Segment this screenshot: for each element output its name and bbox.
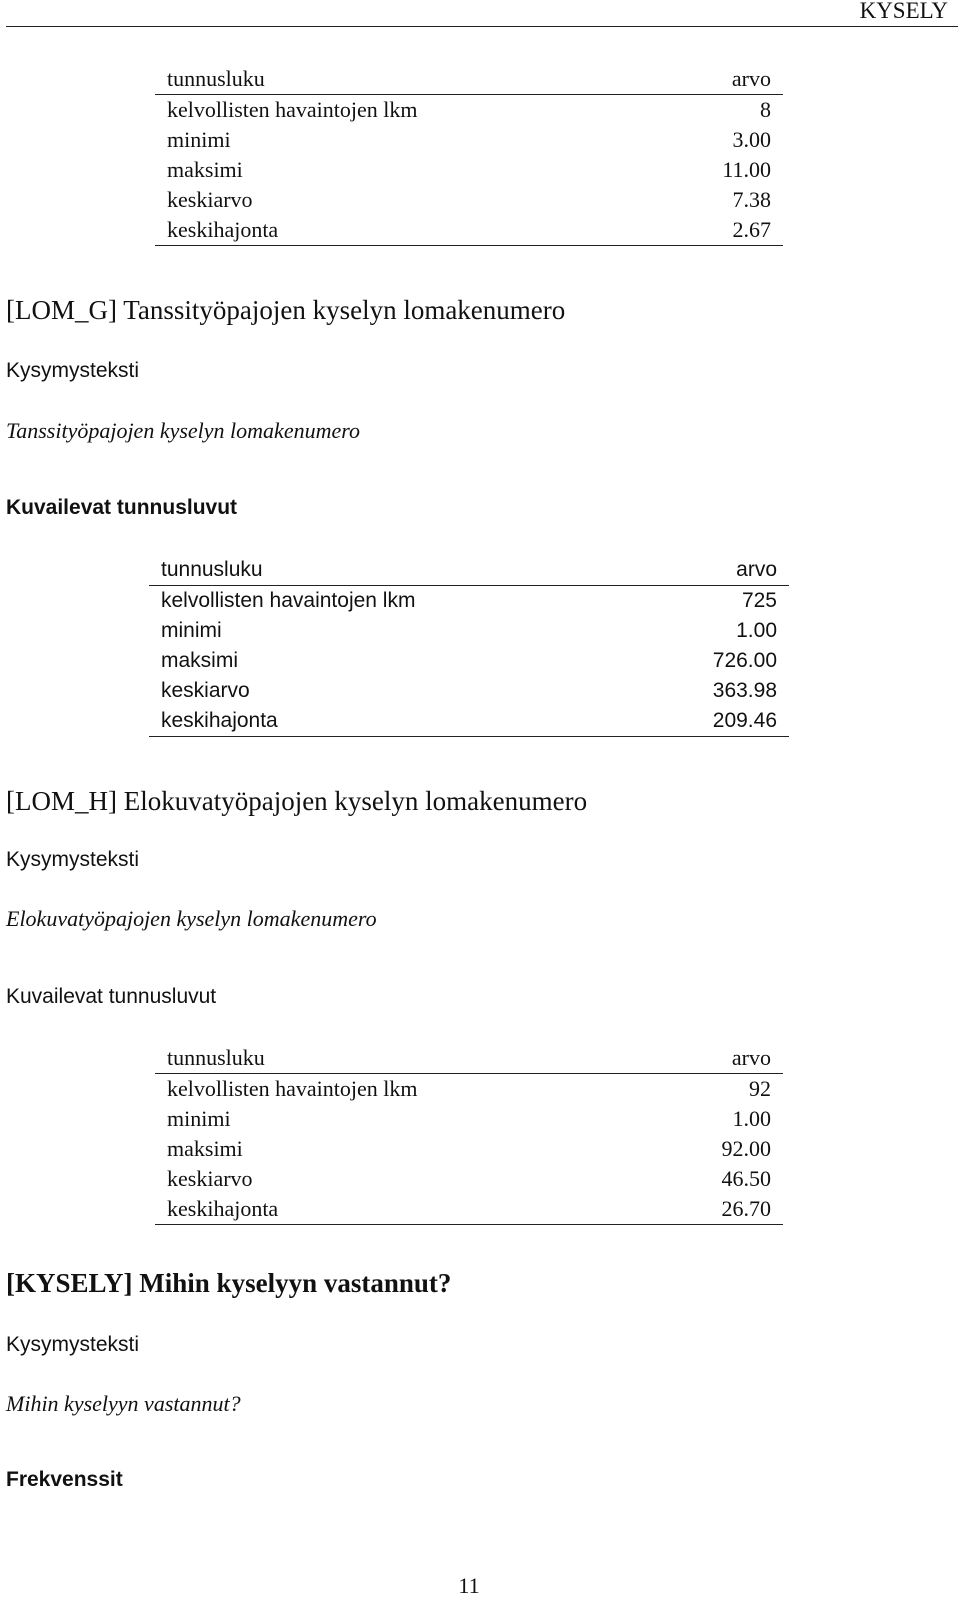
column-header-arvo: arvo (650, 1043, 783, 1074)
stat-label: minimi (167, 127, 231, 152)
stat-value: 11.00 (722, 157, 771, 182)
stat-label: keskiarvo (167, 1166, 253, 1191)
stat-label: keskiarvo (167, 187, 253, 212)
question-text-kysely: Mihin kyselyyn vastannut? (6, 1391, 241, 1416)
stat-value: 2.67 (652, 215, 783, 246)
stat-value: 209.46 (635, 706, 789, 737)
table-row (149, 706, 789, 737)
stat-label: maksimi (167, 157, 243, 182)
table-row (155, 1194, 783, 1225)
column-header-tunnusluku: tunnusluku (155, 64, 652, 95)
stat-label: maksimi (161, 649, 238, 672)
table-row (155, 215, 783, 246)
stat-label: kelvollisten havaintojen lkm (167, 1076, 418, 1101)
table-row (155, 1104, 783, 1134)
column-header-arvo: arvo (635, 555, 789, 586)
stat-label: keskihajonta (155, 1194, 650, 1225)
column-header-arvo: arvo (652, 64, 783, 95)
page-number: 11 (458, 1573, 480, 1598)
question-heading-lom-h: Kysymysteksti (6, 848, 140, 871)
running-header: KYSELY (859, 0, 948, 23)
question-text-lom-h: Elokuvatyöpajojen kyselyn lomakenumero (6, 906, 377, 931)
stat-value: 725 (741, 589, 777, 612)
stat-value: 1.00 (736, 619, 777, 642)
stat-value: 46.50 (721, 1166, 771, 1191)
question-heading-kysely: Kysymysteksti (6, 1333, 140, 1356)
stat-label: minimi (161, 619, 222, 642)
stat-value: 7.38 (732, 187, 771, 212)
section-title-lom-g: [LOM_G] Tanssityöpajojen kyselyn lomakenumero (6, 295, 566, 325)
table-row (149, 646, 789, 676)
table-row (155, 95, 783, 126)
stat-value: 92 (749, 1076, 771, 1101)
stat-value: 363.98 (712, 679, 777, 702)
stat-value: 8 (760, 97, 771, 122)
stat-label: minimi (167, 1106, 231, 1131)
table-header-row (155, 1043, 783, 1074)
stats-heading-lom-h: Kuvailevat tunnusluvut (6, 985, 217, 1008)
section-title-lom-h: [LOM_H] Elokuvatyöpajojen kyselyn lomakenumero (6, 786, 588, 816)
table-row (155, 1134, 783, 1164)
table-row (155, 1164, 783, 1194)
table-header-row (155, 64, 783, 95)
stat-label: kelvollisten havaintojen lkm (161, 589, 416, 612)
table-row (155, 1074, 783, 1105)
stats-table-lom-f (155, 64, 783, 246)
stat-label: maksimi (167, 1136, 243, 1161)
table-row (155, 155, 783, 185)
column-header-tunnusluku: tunnusluku (155, 1043, 650, 1074)
header-rule (6, 26, 958, 27)
stat-label: keskiarvo (161, 679, 250, 702)
column-header-tunnusluku: tunnusluku (149, 555, 635, 586)
stat-value: 92.00 (721, 1136, 771, 1161)
table-row (149, 586, 789, 617)
question-text-lom-g: Tanssityöpajojen kyselyn lomakenumero (6, 418, 360, 443)
stat-value: 26.70 (650, 1194, 783, 1225)
section-title-kysely: [KYSELY] Mihin kyselyyn vastannut? (6, 1268, 452, 1298)
table-row (149, 616, 789, 646)
stats-table-lom-g (149, 555, 789, 737)
stat-label: keskihajonta (155, 215, 652, 246)
question-heading-lom-g: Kysymysteksti (6, 359, 140, 382)
stats-table-lom-h (155, 1043, 783, 1225)
stat-value: 726.00 (712, 649, 777, 672)
table-header-row (149, 555, 789, 586)
table-row (149, 676, 789, 706)
freq-heading-kysely: Frekvenssit (6, 1468, 123, 1491)
stat-label: keskihajonta (149, 706, 635, 737)
stat-value: 1.00 (732, 1106, 771, 1131)
stat-value: 3.00 (732, 127, 771, 152)
table-row (155, 185, 783, 215)
stats-heading-lom-g: Kuvailevat tunnusluvut (6, 496, 238, 519)
stat-label: kelvollisten havaintojen lkm (167, 97, 418, 122)
table-row (155, 125, 783, 155)
